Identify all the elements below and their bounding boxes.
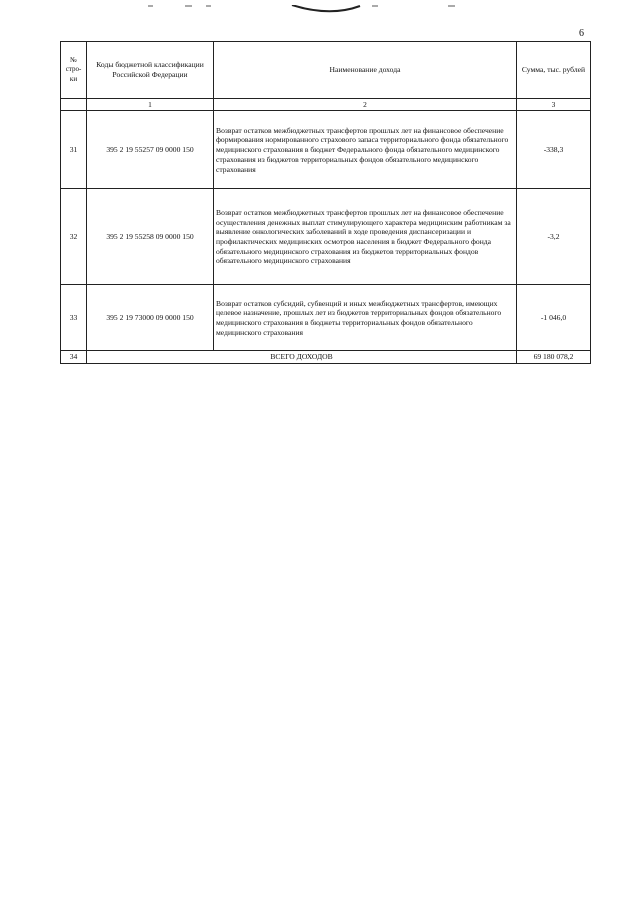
column-index-row xyxy=(61,99,591,111)
revenue-table xyxy=(60,41,591,364)
scan-artifact-line xyxy=(0,5,640,13)
page-number: 6 xyxy=(579,28,584,39)
total-row xyxy=(61,351,591,364)
revenue-name: Возврат остатков межбюджетных трансфертов прошлых лет на финансовое обеспечение формирования нормированного страхового запаса территориального фонда обязательного медицинского страхования в бюджет Федерального фонда обязательного медицинского страхования из бюджетов территориальных фондов обязательного медицинского страхования xyxy=(214,111,517,189)
total-label: ВСЕГО ДОХОДОВ xyxy=(87,351,517,364)
column-index-3: 3 xyxy=(517,99,591,111)
scan-artifact-top xyxy=(0,0,640,6)
header-budget-code: Коды бюджетной классификации Российской Федерации xyxy=(87,42,214,99)
amount: -1 046,0 xyxy=(517,285,591,351)
amount: -338,3 xyxy=(517,111,591,189)
table-row xyxy=(61,285,591,351)
header-row-number: № стро-ки xyxy=(61,42,87,99)
header-amount: Сумма, тыс. рублей xyxy=(517,42,591,99)
table-row xyxy=(61,189,591,285)
budget-code: 395 2 19 73000 09 0000 150 xyxy=(87,285,214,351)
table-header-row xyxy=(61,42,591,99)
budget-code: 395 2 19 55257 09 0000 150 xyxy=(87,111,214,189)
column-index-1: 1 xyxy=(87,99,214,111)
row-number: 32 xyxy=(61,189,87,285)
revenue-name: Возврат остатков межбюджетных трансфертов прошлых лет на финансовое обеспечение осуществления денежных выплат стимулирующего характера медицинским работникам за выявление онкологических заболеваний в ходе проведения диспансеризации и профилактических медицинских осмотров населения в бюджет Федерального фонда обязательного медицинского страхования из бюджетов территориальных фондов обязательного медицинского страхования xyxy=(214,189,517,285)
table-row xyxy=(61,111,591,189)
total-amount: 69 180 078,2 xyxy=(517,351,591,364)
row-number: 31 xyxy=(61,111,87,189)
budget-code: 395 2 19 55258 09 0000 150 xyxy=(87,189,214,285)
column-index-empty xyxy=(61,99,87,111)
amount: -3,2 xyxy=(517,189,591,285)
row-number: 33 xyxy=(61,285,87,351)
header-revenue-name: Наименование дохода xyxy=(214,42,517,99)
total-row-number: 34 xyxy=(61,351,87,364)
revenue-name: Возврат остатков субсидий, субвенций и иных межбюджетных трансфертов, имеющих целевое назначение, прошлых лет из бюджетов территориальных фондов обязательного медицинского страхования в бюджеты территориальных фондов обязательного медицинского страхования xyxy=(214,285,517,351)
column-index-2: 2 xyxy=(214,99,517,111)
